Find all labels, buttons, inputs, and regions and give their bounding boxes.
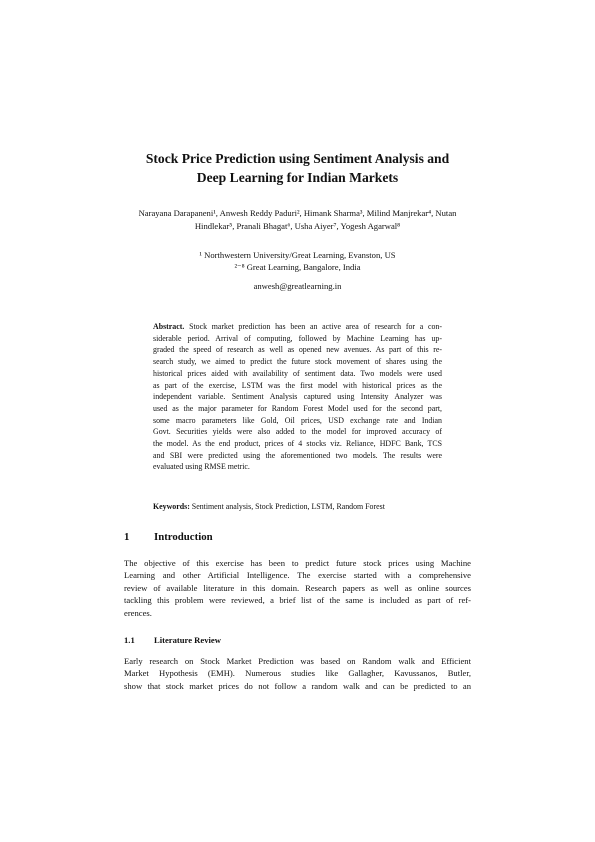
keywords-label: Keywords: xyxy=(153,502,190,511)
contact-email: anwesh@greatlearning.in xyxy=(253,281,342,291)
abstract-line: some macro parameters like Gold, Oil prices, USD exchange rate and Indian xyxy=(153,415,442,425)
affiliations xyxy=(130,250,465,273)
abstract-line: evaluated using RMSE metric. xyxy=(153,462,250,472)
author-list xyxy=(110,207,485,233)
subsection-number: 1.1 xyxy=(124,635,135,645)
affiliation-2: ²⁻⁸ Great Learning, Bangalore, India xyxy=(234,261,361,272)
abstract-line: independent variable. Sentiment Analysis captured using Intensity Analyzer was xyxy=(153,392,442,402)
abstract-line: Abstract. Stock market prediction has been an active area of research for a con- xyxy=(153,322,442,331)
authors-line-2: Hindlekar⁵, Pranali Bhagat⁶, Usha Aiyer⁷, Yogesh Agarwal⁸ xyxy=(194,221,401,231)
section-number: 1 xyxy=(124,531,130,543)
abstract-label: Abstract. xyxy=(153,322,185,331)
abstract-line: as part of the exercise, LSTM was the first model with historical prices as the xyxy=(153,380,442,390)
paragraph-line: Early research on Stock Market Prediction was based on Random walk and Efficient xyxy=(124,656,471,666)
paper-title xyxy=(100,149,495,187)
paragraph-line: Learning and other Artificial Intelligence. The exercise started with a comprehensive xyxy=(124,570,471,581)
paragraph-line: erences. xyxy=(124,607,152,618)
title-line-1: Stock Price Prediction using Sentiment Analysis and xyxy=(145,151,450,166)
keywords-text: Sentiment analysis, Stock Prediction, LSTM, Random Forest xyxy=(189,502,385,511)
subsection-heading xyxy=(124,634,471,646)
abstract-line: the model. As the end product, prices of 4 stocks viz. Reliance, HDFC Bank, TCS xyxy=(153,439,442,449)
paragraph-line: review of available literature in this domain. Research papers as well as online sources xyxy=(124,582,471,593)
abstract-line: used as the major parameter for Random Forest Model used for the second part, xyxy=(153,403,442,413)
abstract xyxy=(153,321,442,473)
abstract-line: search study, we aimed to predict the future stock movement of shares using the xyxy=(153,357,442,367)
literature-paragraph xyxy=(124,655,471,692)
title-line-2: Deep Learning for Indian Markets xyxy=(196,170,399,185)
paragraph-line: The objective of this exercise has been to predict future stock prices using Machine xyxy=(124,558,471,568)
abstract-line: and SBI were predicted using the aforementioned two models. The results were xyxy=(153,450,442,460)
section-title: Introduction xyxy=(154,531,213,543)
keywords xyxy=(153,501,442,512)
abstract-line: siderable period. Arrival of computing, followed by Machine Learning has up- xyxy=(153,333,442,343)
intro-paragraph xyxy=(124,557,471,619)
abstract-line: graded the speed of research as well as opened new avenues. As part of this re- xyxy=(153,345,442,355)
paragraph-line: Market Hypothesis (EMH). Numerous studies like Gallagher, Kavussanos, Butler, xyxy=(124,668,471,679)
paragraph-line: tackling this problem were reviewed, a brief list of the same is included as part of ref- xyxy=(124,595,471,606)
subsection-title: Literature Review xyxy=(154,635,221,645)
paragraph-line: show that stock market prices do not follow a random walk and can be predicted to an xyxy=(124,680,471,691)
authors-line-1: Narayana Darapaneni¹, Anwesh Reddy Paduri², Himank Sharma³, Milind Manjrekar⁴, Nutan xyxy=(138,208,457,218)
section-heading xyxy=(124,530,471,544)
affiliation-1: ¹ Northwestern University/Great Learning, Evanston, US xyxy=(199,250,396,260)
abstract-line: Govt. Securities yields were also added to the model for improved accuracy of xyxy=(153,427,442,437)
abstract-line: historical prices aided with availability of sentiment data. Two models were used xyxy=(153,368,442,378)
